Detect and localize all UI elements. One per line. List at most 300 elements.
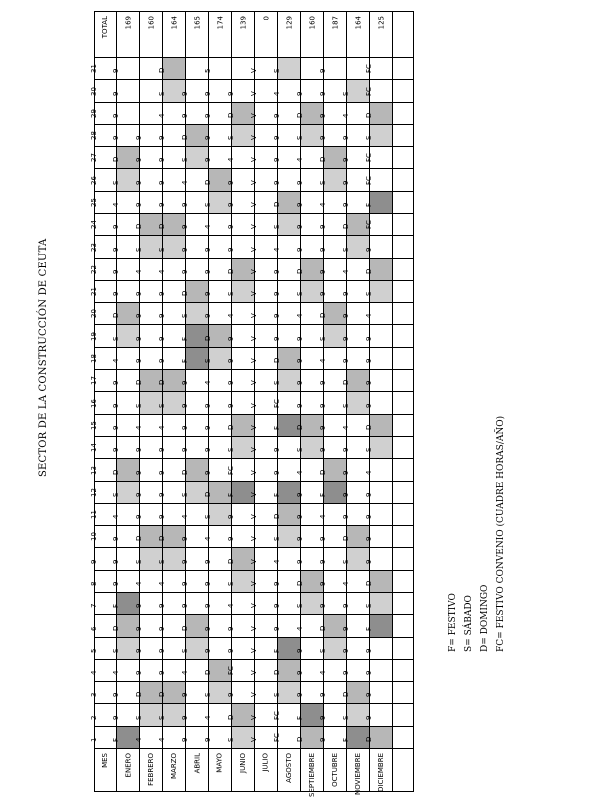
header-day-label: 26 [90, 175, 98, 185]
day-cell-label: 4 [319, 514, 327, 520]
empty-cell [393, 80, 413, 102]
day-cell-label: 9 [204, 403, 212, 408]
day-cell [365, 125, 393, 147]
day-cell-label: 9 [135, 202, 143, 208]
day-cell-label: 4 [319, 358, 327, 364]
day-cell-label: V [250, 581, 258, 586]
day-cell-label: 9 [112, 380, 120, 386]
day-cell-label: FC [273, 398, 281, 408]
day-cell-label: 4 [204, 380, 212, 386]
day-cell-label: 9 [112, 91, 120, 96]
day-cell-label: S [158, 91, 166, 96]
day-cell-label: D [204, 491, 212, 497]
day-cell [365, 482, 393, 504]
month-total [163, 12, 186, 58]
header-total-label: TOTAL [101, 16, 109, 39]
day-cell-label: 9 [365, 336, 373, 341]
month-name [163, 749, 186, 791]
day-cell-label: 4 [365, 470, 373, 475]
header-day-label: 10 [90, 532, 98, 542]
day-cell-label: 9 [365, 715, 373, 720]
day-cell-label: D [181, 469, 189, 475]
month-name-label: NOVIEMBRE [354, 753, 362, 796]
day-cell-label: S [227, 291, 235, 297]
day-cell [365, 103, 393, 125]
day-cell [365, 259, 393, 281]
day-cell-label: 4 [296, 470, 304, 475]
month-name [186, 749, 209, 791]
day-cell-label: 9 [181, 603, 189, 609]
day-cell-label: 4 [319, 202, 327, 208]
day-cell-label: 9 [181, 715, 189, 720]
header-day-label: 23 [90, 242, 98, 252]
day-cell [365, 704, 393, 726]
month-total-label: 129 [285, 16, 293, 30]
header-day-label: 9 [90, 559, 98, 564]
day-cell-label: 9 [296, 692, 304, 698]
month-total [278, 12, 301, 58]
month-name-label: MAYO [216, 753, 224, 773]
day-cell-label: 4 [158, 269, 166, 274]
empty-cell [393, 548, 413, 570]
day-cell-label: D [296, 736, 304, 742]
day-cell-label: 9 [135, 470, 143, 475]
day-cell-label: F [319, 492, 327, 497]
day-cell-label: D [227, 424, 235, 430]
day-cell-label: 9 [319, 425, 327, 430]
day-cell-label: 9 [181, 692, 189, 698]
day-cell-label: V [250, 447, 258, 453]
day-cell-label: D [227, 558, 235, 564]
day-cell [365, 437, 393, 459]
day-cell-label: F [365, 202, 373, 208]
day-cell-label: 9 [319, 68, 327, 74]
day-cell-label: 9 [112, 536, 120, 542]
day-cell [365, 303, 393, 325]
day-cell-label: 9 [365, 692, 373, 698]
day-cell-label: 9 [342, 470, 350, 475]
day-cell-label: F [181, 336, 189, 341]
day-cell-label: S [112, 648, 120, 653]
day-cell-label: 9 [135, 603, 143, 609]
day-cell-label: 9 [204, 603, 212, 609]
day-cell-label: D [227, 714, 235, 720]
header-day-label: 8 [90, 581, 98, 586]
day-cell [365, 727, 393, 749]
day-cell-label: D [181, 625, 189, 631]
day-cell-label: V [250, 313, 258, 319]
day-cell-label: D [158, 67, 166, 74]
day-cell-label: 9 [158, 291, 166, 297]
day-cell-label: 9 [296, 202, 304, 208]
day-cell-label: V [250, 335, 258, 341]
day-cell-label: 9 [135, 648, 143, 653]
day-cell-label: F [342, 737, 350, 742]
day-cell [365, 147, 393, 169]
day-cell-label: 9 [342, 180, 350, 185]
day-cell-label: 9 [365, 247, 373, 252]
empty-cell [393, 727, 413, 749]
day-cell-label: D [112, 625, 120, 631]
empty-cell [393, 593, 413, 615]
day-cell-label: 4 [135, 737, 143, 742]
day-cell-label: 9 [365, 380, 373, 386]
day-cell-label: 9 [158, 447, 166, 453]
legend-domingo: D= DOMINGO [480, 584, 490, 652]
day-cell-label: V [250, 113, 258, 118]
day-cell-label: 9 [181, 91, 189, 96]
day-cell-label: V [250, 737, 258, 742]
day-cell-label: S [204, 358, 212, 364]
day-cell [365, 370, 393, 392]
day-cell-label: 9 [319, 247, 327, 252]
empty-cell [393, 638, 413, 660]
day-cell-label: 9 [112, 403, 120, 408]
month-total [347, 12, 370, 58]
day-cell-label: V [250, 358, 258, 364]
day-cell-label: 4 [135, 269, 143, 274]
empty-cell [393, 392, 413, 414]
empty-cell [393, 704, 413, 726]
day-cell-label: 9 [135, 314, 143, 319]
day-cell-label: F [273, 648, 281, 653]
day-cell [365, 504, 393, 526]
day-cell-label: 9 [296, 336, 304, 341]
day-cell-label: 9 [204, 91, 212, 96]
day-cell-label: D [158, 223, 166, 230]
day-cell-label: S [227, 737, 235, 742]
day-cell-label: D [319, 469, 327, 475]
month-total [232, 12, 255, 58]
day-cell-label: S [365, 291, 373, 297]
day-cell-label: S [227, 447, 235, 453]
day-cell-label: 9 [158, 514, 166, 520]
day-cell-label: S [319, 648, 327, 653]
day-cell-label: 9 [342, 447, 350, 453]
day-cell-label: 9 [135, 514, 143, 520]
header-day-label: 28 [90, 131, 98, 141]
day-cell-label: V [250, 603, 258, 609]
day-cell-label: S [296, 447, 304, 453]
day-cell-label: V [250, 558, 258, 564]
day-cell-label: S [319, 180, 327, 185]
day-cell-label: D [204, 335, 212, 341]
empty-cell [393, 504, 413, 526]
day-cell-label: 9 [204, 247, 212, 252]
day-cell-label: F [273, 492, 281, 497]
month-name [255, 749, 278, 791]
day-cell-label: D [365, 424, 373, 430]
day-cell-label: 9 [135, 135, 143, 141]
day-cell-label: 4 [227, 603, 235, 609]
day-cell-label: 9 [319, 447, 327, 453]
day-cell-label: 9 [135, 626, 143, 631]
month-total [370, 12, 393, 58]
day-cell [365, 682, 393, 704]
day-cell-label: 9 [112, 291, 120, 297]
day-cell-label: F [227, 492, 235, 497]
day-cell-label: 9 [319, 403, 327, 408]
header-mes-label: MES [101, 753, 109, 768]
day-cell-label: 9 [227, 91, 235, 96]
day-cell-label: 9 [342, 648, 350, 653]
header-day-label: 11 [90, 510, 98, 520]
header-day-label: 17 [90, 376, 98, 386]
day-cell-label: D [296, 268, 304, 274]
empty-cell [393, 571, 413, 593]
day-cell-label: S [342, 403, 350, 408]
day-cell-label: 4 [227, 157, 235, 163]
day-cell-label: 4 [158, 737, 166, 742]
day-cell-label: D [296, 424, 304, 430]
day-cell-label: 9 [181, 380, 189, 386]
day-cell [365, 593, 393, 615]
day-cell-label: 4 [204, 715, 212, 720]
day-cell-label: D [319, 313, 327, 319]
day-cell-label: 4 [112, 358, 120, 364]
day-cell-label: 9 [112, 247, 120, 252]
day-cell-label: 9 [319, 737, 327, 742]
day-cell-label: 9 [181, 559, 189, 564]
header-day-label: 21 [90, 287, 98, 297]
month-total-label: 0 [262, 16, 270, 21]
day-cell-label: V [250, 514, 258, 520]
month-name-label: SEPTIEMBRE [308, 753, 316, 797]
day-cell-label: 9 [273, 180, 281, 185]
day-cell-label: 4 [296, 626, 304, 631]
legend [445, 416, 509, 652]
header-day-label: 14 [90, 443, 98, 453]
day-cell-label: S [135, 403, 143, 408]
day-cell-label: S [158, 559, 166, 564]
day-cell-label: D [112, 157, 120, 163]
day-cell-label: 9 [112, 113, 120, 118]
day-cell-label: 9 [204, 157, 212, 163]
day-cell-label: D [273, 357, 281, 364]
day-cell-label: 9 [112, 224, 120, 230]
day-cell-label: D [342, 223, 350, 230]
month-total-label: 125 [377, 16, 385, 30]
day-cell-label: 9 [365, 492, 373, 497]
month-total-label: 139 [239, 16, 247, 30]
header-day-label: 25 [90, 198, 98, 208]
day-cell-label: 4 [158, 425, 166, 430]
month-total [117, 12, 140, 58]
day-cell-label: 9 [158, 648, 166, 653]
day-cell-label: 9 [342, 670, 350, 676]
day-cell-label: 4 [273, 247, 281, 252]
day-cell-label: F [273, 425, 281, 430]
day-cell-label: S [342, 715, 350, 720]
day-cell-label: 9 [342, 314, 350, 319]
day-cell-label: FC [365, 175, 373, 185]
day-cell [365, 325, 393, 347]
day-cell-label: 9 [365, 536, 373, 542]
month-total [140, 12, 163, 58]
page-title: SECTOR DE LA CONSTRUCCIÓN DE CEUTA [38, 238, 49, 477]
day-cell-label: D [296, 580, 304, 586]
day-cell-label: S [296, 603, 304, 609]
day-cell-label: 4 [296, 157, 304, 163]
month-total [186, 12, 209, 58]
day-cell-label: 4 [204, 536, 212, 542]
day-cell-label: 4 [319, 670, 327, 676]
day-cell-label: 4 [342, 113, 350, 118]
empty-cell [393, 482, 413, 504]
day-cell-label: D [365, 112, 373, 118]
day-cell-label: D [273, 513, 281, 520]
day-cell-label: 9 [296, 559, 304, 564]
day-cell-label: D [135, 223, 143, 230]
day-cell-label: D [135, 692, 143, 698]
day-cell-label: V [250, 157, 258, 163]
day-cell-label: 9 [112, 581, 120, 586]
day-cell-label: 9 [319, 291, 327, 297]
day-cell [365, 548, 393, 570]
empty-cell [393, 103, 413, 125]
day-cell-label: 9 [181, 269, 189, 274]
header-day-label: 6 [90, 626, 98, 631]
day-cell-label: FC [273, 733, 281, 742]
month-total-label: 169 [124, 16, 132, 30]
day-cell-label: 9 [135, 157, 143, 163]
day-cell-label: 9 [112, 425, 120, 430]
day-cell-label: S [296, 291, 304, 297]
month-name [324, 749, 347, 791]
day-cell-label: 9 [112, 447, 120, 453]
day-cell-label: D [296, 112, 304, 118]
day-cell-label: V [250, 692, 258, 698]
day-cell-label: V [250, 380, 258, 386]
day-cell-label: 4 [342, 581, 350, 586]
day-cell-label: 9 [204, 291, 212, 297]
day-cell-label: 9 [158, 336, 166, 341]
day-cell-label: S [273, 224, 281, 230]
day-cell-label: 9 [158, 314, 166, 319]
day-cell-label: 9 [112, 715, 120, 720]
day-cell-label: 4 [204, 224, 212, 230]
day-cell-label: 9 [204, 581, 212, 586]
empty-cell [393, 526, 413, 548]
day-cell-label: D [181, 290, 189, 297]
day-cell-label: V [250, 648, 258, 653]
day-cell-label: D [135, 535, 143, 542]
month-name-label: OCTUBRE [331, 753, 339, 787]
day-cell-label: S [342, 247, 350, 252]
day-cell-label: D [342, 535, 350, 542]
day-cell-label: 9 [181, 247, 189, 252]
day-cell-label: 4 [135, 425, 143, 430]
empty-cell [393, 437, 413, 459]
month-name [209, 749, 232, 791]
day-cell-label: 9 [158, 492, 166, 497]
day-cell [273, 58, 301, 80]
day-cell-label: F [112, 737, 120, 742]
day-cell-label: 4 [158, 113, 166, 118]
day-cell-label: 9 [273, 157, 281, 163]
day-cell-label: 9 [296, 224, 304, 230]
day-cell-label: 9 [296, 91, 304, 96]
day-cell-label: 9 [204, 314, 212, 319]
day-cell-label: S [365, 135, 373, 141]
day-cell-label: D [342, 379, 350, 386]
day-cell-label: S [158, 715, 166, 720]
empty-cell [393, 459, 413, 481]
day-cell-label: 9 [319, 692, 327, 698]
day-cell-label: S [273, 692, 281, 698]
day-cell-label: V [250, 179, 258, 185]
day-cell-label: S [181, 648, 189, 653]
empty-cell [393, 192, 413, 214]
day-cell-label: 9 [273, 135, 281, 141]
day-cell-label: 9 [227, 336, 235, 341]
day-cell-label: D [135, 379, 143, 386]
day-cell [365, 348, 393, 370]
header-day-label: 13 [90, 465, 98, 475]
day-cell-label: FC [365, 86, 373, 96]
header-day-label: 4 [90, 670, 98, 676]
day-cell-label: FC [227, 465, 235, 475]
day-cell-label: D [158, 692, 166, 698]
day-cell-label: S [342, 91, 350, 96]
day-cell-label: V [250, 135, 258, 141]
day-cell-label: 9 [158, 180, 166, 185]
day-cell-label: 9 [135, 492, 143, 497]
empty-cell [393, 348, 413, 370]
day-cell-label: D [158, 535, 166, 542]
day-cell-label: 4 [158, 581, 166, 586]
day-cell-label: 9 [296, 380, 304, 386]
month-name [347, 749, 370, 796]
day-cell-label: D [112, 313, 120, 319]
month-total-label: 174 [216, 16, 224, 30]
day-cell-label: D [204, 179, 212, 185]
day-cell-label: 9 [227, 536, 235, 542]
day-cell-label: S [112, 180, 120, 185]
month-total [301, 12, 324, 58]
day-cell-label: V [250, 402, 258, 408]
day-cell-label: V [250, 492, 258, 497]
day-cell-label: 9 [204, 269, 212, 274]
day-cell-label: 9 [204, 559, 212, 564]
day-cell-label: FC [227, 666, 235, 676]
day-cell-label: S [273, 68, 281, 74]
empty-cell [393, 749, 413, 791]
day-cell-label: 9 [273, 603, 281, 609]
day-cell-label: 9 [319, 536, 327, 542]
day-cell-label: 9 [204, 648, 212, 653]
empty-cell [393, 303, 413, 325]
day-cell-label: S [181, 492, 189, 497]
day-cell-label: 9 [365, 670, 373, 676]
day-cell-label: V [250, 202, 258, 208]
day-cell-label: D [204, 669, 212, 676]
day-cell-label: 9 [273, 581, 281, 586]
month-name-label: MARZO [170, 753, 178, 779]
month-name-label: AGOSTO [285, 753, 293, 783]
day-cell-label: 9 [342, 291, 350, 297]
day-cell-label: 9 [227, 626, 235, 631]
month-name [117, 749, 140, 791]
month-total [255, 12, 278, 58]
day-cell-label: S [227, 581, 235, 586]
day-cell-label: S [204, 514, 212, 520]
day-cell-label: 9 [296, 180, 304, 185]
calendar-table [90, 11, 414, 797]
day-cell-label: 4 [181, 670, 189, 676]
day-cell-label: 9 [273, 113, 281, 118]
day-cell-label: D [365, 736, 373, 742]
